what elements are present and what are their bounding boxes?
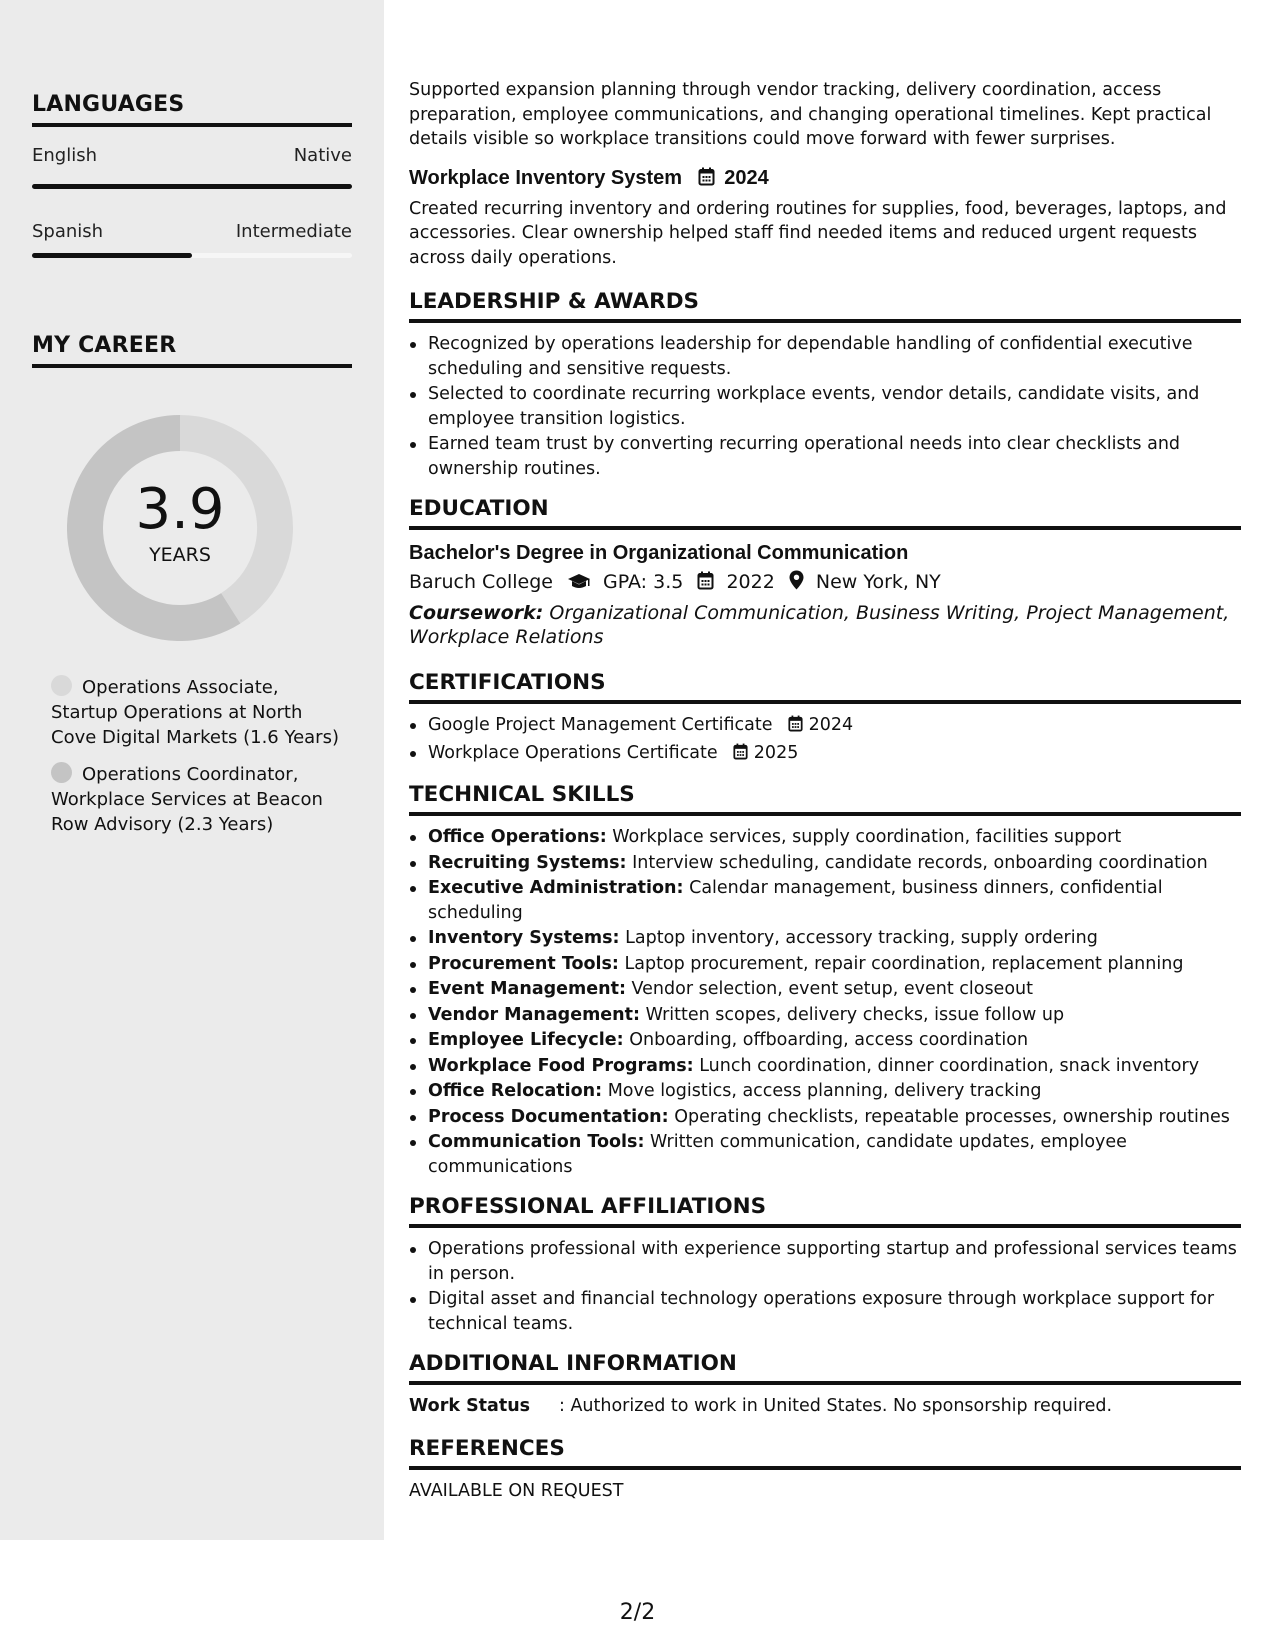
calendar-icon xyxy=(788,715,803,740)
list-item xyxy=(409,1079,1241,1104)
list-item: Operations professional with experience supporting startup and professional services teams in person. xyxy=(409,1237,1241,1286)
gpa: GPA: 3.5 xyxy=(603,571,684,593)
list-item xyxy=(409,926,1241,951)
list-item xyxy=(409,977,1241,1002)
list-item xyxy=(409,1130,1241,1179)
school-location: New York, NY xyxy=(815,571,941,593)
leadership-heading: LEADERSHIP & AWARDS xyxy=(409,288,1241,323)
school-name: Baruch College xyxy=(409,571,553,593)
skill-label: Office Operations: xyxy=(428,827,607,847)
work-status-value: : Authorized to work in United States. No sponsorship required. xyxy=(559,1396,1113,1416)
language-name: English xyxy=(32,145,97,166)
degree-title: Bachelor's Degree in Organizational Communication xyxy=(409,542,909,564)
graduation-year: 2022 xyxy=(726,571,775,593)
list-item xyxy=(409,851,1241,876)
main-content xyxy=(409,78,1241,1503)
skills-list xyxy=(409,825,1241,1179)
career-donut-label xyxy=(67,415,293,641)
list-item xyxy=(409,1028,1241,1053)
certificate-name: Google Project Management Certificate xyxy=(428,715,773,735)
language-bar-spanish xyxy=(32,253,352,258)
leadership-list xyxy=(409,332,1241,481)
language-name: Spanish xyxy=(32,221,104,242)
language-bar-fill xyxy=(32,253,192,258)
skill-label: Employee Lifecycle: xyxy=(428,1030,624,1050)
skill-value: Lunch coordination, dinner coordination, snack inventory xyxy=(699,1055,1200,1076)
legend-dot-icon xyxy=(51,762,72,783)
references-text: AVAILABLE ON REQUEST xyxy=(409,1480,624,1501)
skill-value: Onboarding, offboarding, access coordination xyxy=(629,1030,1029,1050)
list-item: Recognized by operations leadership for dependable handling of confidential executive scheduling and sensitive requests. xyxy=(409,332,1241,381)
skill-label: Inventory Systems: xyxy=(428,928,620,948)
graduation-cap-icon xyxy=(567,569,591,599)
skill-value: Interview scheduling, candidate records, onboarding coordination xyxy=(632,852,1208,873)
project-description: Created recurring inventory and ordering routines for supplies, food, beverages, laptops, and accessories. Clear ownership helped staff find needed items and reduced urgent requests across daily operations. xyxy=(409,198,1227,268)
skill-value: Vendor selection, event setup, event closeout xyxy=(631,979,1033,999)
skill-value: Written communication, candidate updates, employee communications xyxy=(428,1132,1127,1177)
page-number: 2/2 xyxy=(619,1600,656,1625)
language-bar-fill xyxy=(32,184,352,189)
education-heading: EDUCATION xyxy=(409,495,1241,530)
additional-info-heading: ADDITIONAL INFORMATION xyxy=(409,1350,1241,1385)
list-item xyxy=(409,1003,1241,1028)
coursework xyxy=(409,601,1241,649)
references-heading: REFERENCES xyxy=(409,1435,1241,1470)
certificate-year: 2024 xyxy=(808,715,854,735)
certifications-list xyxy=(409,713,1241,767)
career-item-text: Operations Coordinator, Workplace Services at Beacon Row Advisory (2.3 Years) xyxy=(51,764,323,835)
career-item xyxy=(51,675,341,750)
list-item xyxy=(409,1105,1241,1130)
career-total-value: 3.9 xyxy=(135,477,225,542)
skill-value: Operating checklists, repeatable processes, ownership routines xyxy=(674,1106,1230,1127)
languages-heading: LANGUAGES xyxy=(32,92,352,127)
skill-value: Laptop procurement, repair coordination, replacement planning xyxy=(624,953,1184,974)
career-item-text: Operations Associate, Startup Operations at North Cove Digital Markets (1.6 Years) xyxy=(51,677,339,748)
map-pin-icon xyxy=(789,569,804,599)
career-heading: MY CAREER xyxy=(32,333,352,368)
list-item xyxy=(409,741,1241,768)
calendar-icon xyxy=(733,743,748,768)
list-item xyxy=(409,952,1241,977)
skill-label: Process Documentation: xyxy=(428,1106,669,1127)
language-level: Intermediate xyxy=(235,221,352,242)
intro-paragraph: Supported expansion planning through vendor tracking, delivery coordination, access preparation, employee communications, and changing operational timelines. Kept practical details visible so workplace transitions could move forward with fewer surprises. xyxy=(409,80,1212,149)
career-item xyxy=(51,762,341,837)
language-row-spanish xyxy=(32,221,352,242)
skill-label: Workplace Food Programs: xyxy=(428,1055,694,1076)
coursework-label: Coursework: xyxy=(409,602,544,624)
list-item: Digital asset and financial technology operations exposure through workplace support for technical teams. xyxy=(409,1287,1241,1336)
skill-value: Workplace services, supply coordination, facilities support xyxy=(612,827,1122,847)
skill-label: Procurement Tools: xyxy=(428,953,619,974)
skill-label: Vendor Management: xyxy=(428,1004,640,1025)
skill-label: Event Management: xyxy=(428,979,626,999)
work-status-row xyxy=(409,1394,1241,1419)
education-meta xyxy=(409,567,1241,599)
language-bar-english xyxy=(32,184,352,189)
affiliations-heading: PROFESSIONAL AFFILIATIONS xyxy=(409,1193,1241,1228)
skill-label: Executive Administration: xyxy=(428,878,684,898)
list-item xyxy=(409,1054,1241,1079)
skill-value: Move logistics, access planning, delivery tracking xyxy=(607,1081,1042,1101)
career-total-unit: YEARS xyxy=(149,544,211,566)
sidebar xyxy=(0,0,384,1540)
certificate-year: 2025 xyxy=(753,742,799,763)
project-heading xyxy=(409,164,1241,194)
skill-value: Laptop inventory, accessory tracking, supply ordering xyxy=(625,928,1098,948)
project-title: Workplace Inventory System xyxy=(409,166,683,189)
skills-heading: TECHNICAL SKILLS xyxy=(409,781,1241,816)
legend-dot-icon xyxy=(51,675,72,696)
skill-value: Written scopes, delivery checks, issue follow up xyxy=(645,1004,1065,1025)
skill-label: Recruiting Systems: xyxy=(428,852,627,873)
certifications-heading: CERTIFICATIONS xyxy=(409,669,1241,704)
project-year: 2024 xyxy=(724,166,769,189)
list-item xyxy=(409,825,1241,850)
coursework-list: Organizational Communication, Business Writing, Project Management, Workplace Relations xyxy=(409,602,1230,648)
list-item: Earned team trust by converting recurring operational needs into clear checklists and ownership routines. xyxy=(409,432,1241,481)
calendar-icon xyxy=(698,166,715,194)
list-item: Selected to coordinate recurring workplace events, vendor details, candidate visits, and employee transition logistics. xyxy=(409,382,1241,431)
list-item xyxy=(409,876,1241,925)
language-row-english xyxy=(32,145,352,166)
skill-label: Office Relocation: xyxy=(428,1081,603,1101)
list-item xyxy=(409,713,1241,740)
affiliations-list xyxy=(409,1237,1241,1336)
certificate-name: Workplace Operations Certificate xyxy=(428,742,718,763)
calendar-icon xyxy=(697,569,714,599)
language-level: Native xyxy=(293,145,352,166)
skill-label: Communication Tools: xyxy=(428,1132,645,1152)
skill-value: Calendar management, business dinners, confidential scheduling xyxy=(428,878,1163,923)
work-status-label: Work Status xyxy=(409,1396,531,1416)
